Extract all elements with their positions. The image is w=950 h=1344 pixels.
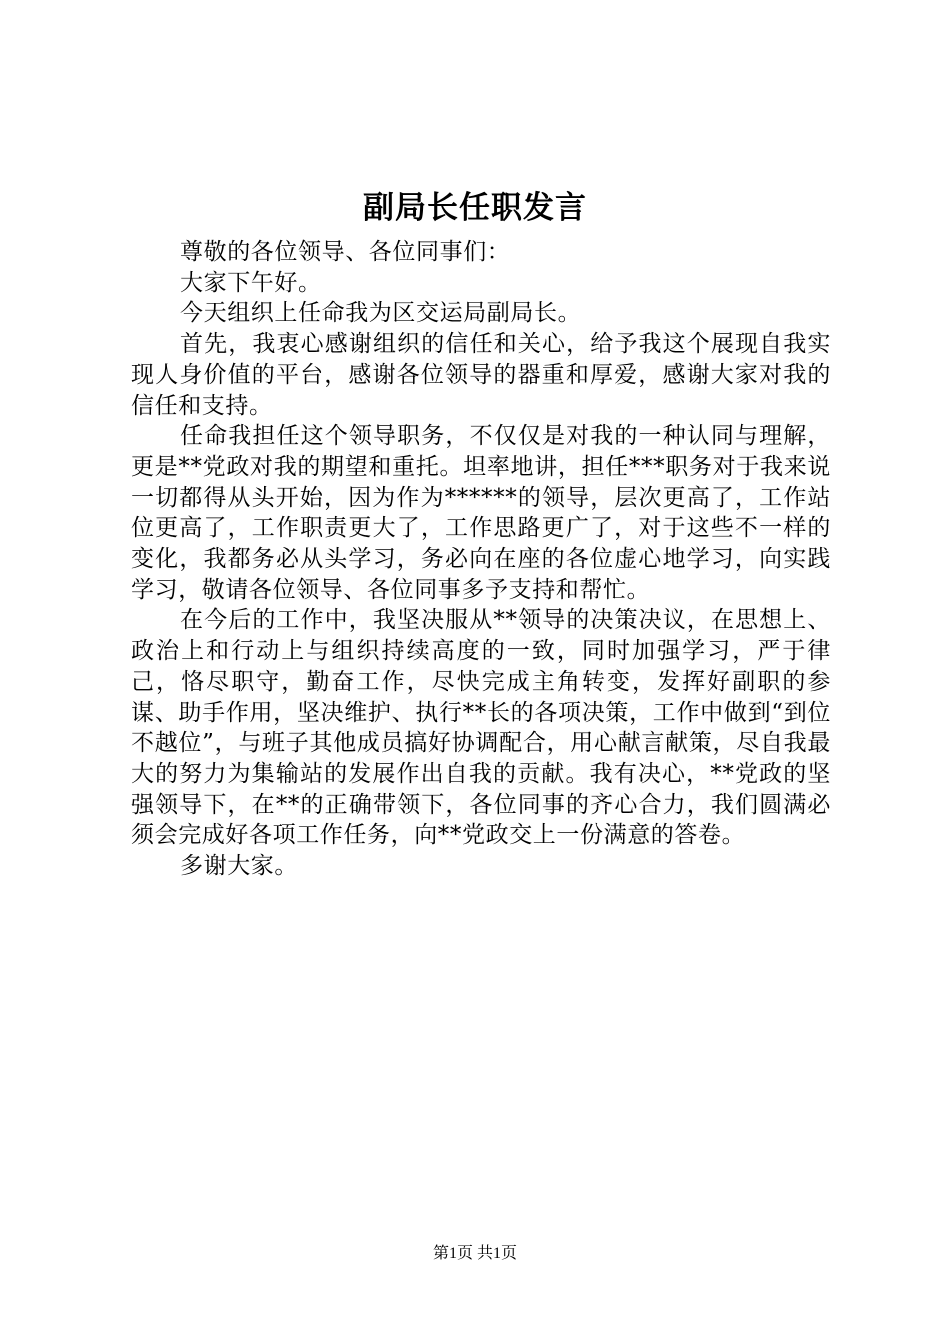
document-title: 副局长任职发言 [363, 190, 587, 226]
page-footer: 第1页 共1页 [432, 1245, 517, 1262]
commitment-paragraph: 在今后的工作中，我坚决服从**领导的决策决议，在思想上、政治上和行动上与组织持续高度的一致，同时加强学习，严于律己，恪尽职守，勤奋工作，尽快完成主角转变，发挥好副职的参谋、助手作用，坚决维护、执行**长的各项决策，工作中做到“到位不越位”，与班子其他成员搞好协调配合，用心献言献策，尽自我最大的努力为集输站的发展作出自我的贡献。我有决心，**党政的坚强领导下，在**的正确带领下，各位同事的齐心合力，我们圆满必须会完成好各项工作任务，向**党政交上一份满意的答卷。 [131, 607, 831, 849]
thanks-paragraph: 首先，我衷心感谢组织的信任和关心，给予我这个展现自我实现人身价值的平台，感谢各位领导的器重和厚爱，感谢大家对我的信任和支持。 [131, 331, 831, 419]
greeting-paragraph: 尊敬的各位领导、各位同事们： [180, 239, 511, 265]
salutation-paragraph: 大家下午好。 [180, 269, 322, 296]
document-body [131, 237, 831, 882]
closing-paragraph: 多谢大家。 [180, 853, 298, 880]
responsibility-paragraph: 任命我担任这个领导职务，不仅仅是对我的一种认同与理解，更是**党政对我的期望和重托。坦率地讲，担任***职务对于我来说一切都得从头开始，因为作为******的领导，层次更高了，工作站位更高了，工作职责更大了，工作思路更广了，对于这些不一样的变化，我都务必从头学习，务必向在座的各位虚心地学习，向实践学习，敬请各位领导、各位同事多予支持和帮忙。 [131, 423, 831, 603]
appointment-paragraph: 今天组织上任命我为区交运局副局长。 [180, 300, 582, 327]
